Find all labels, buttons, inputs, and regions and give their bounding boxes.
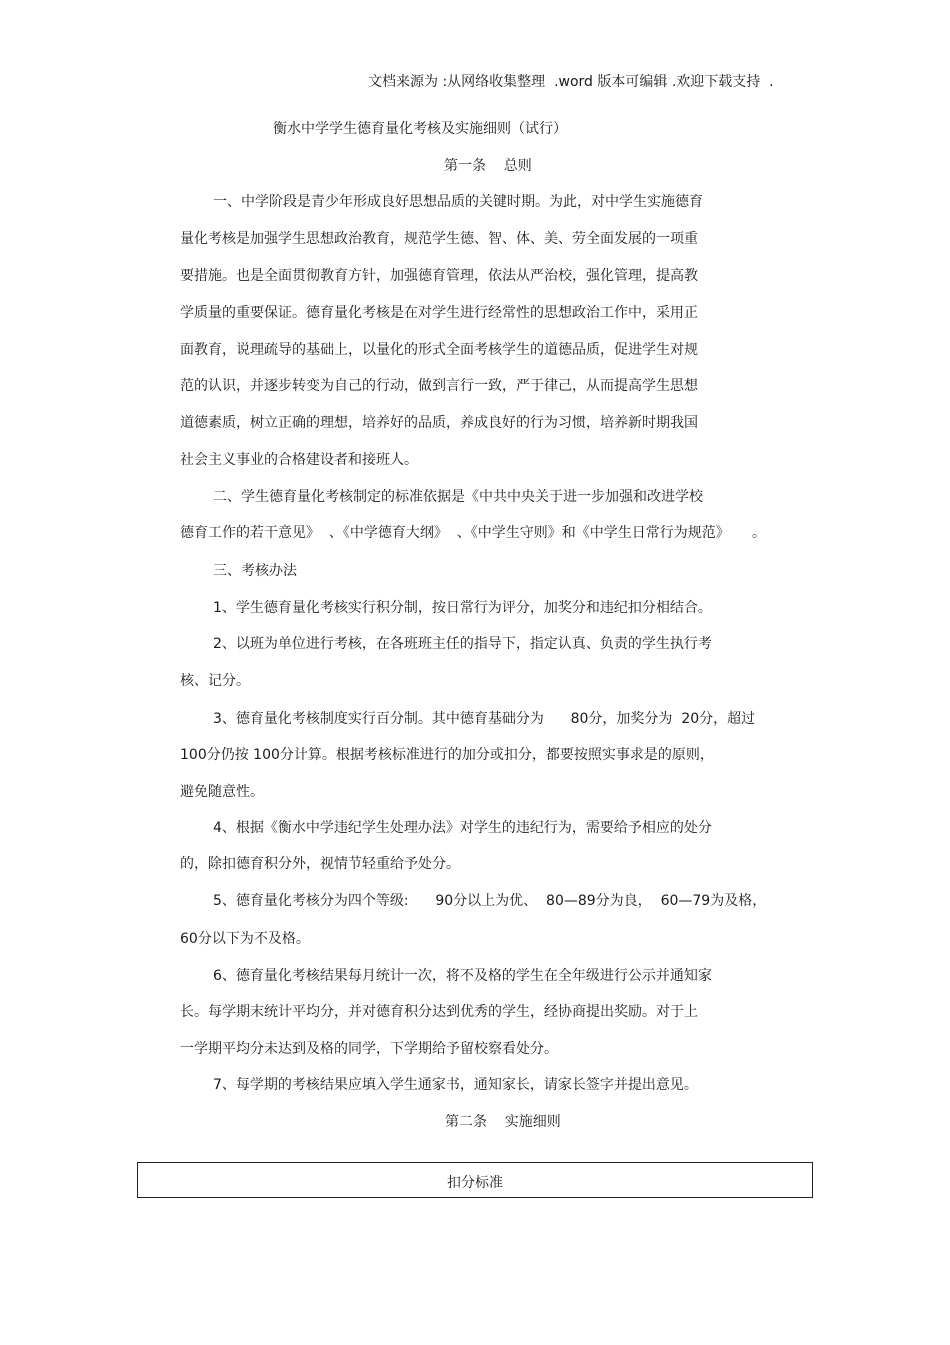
table-header-deduction-standard: 扣分标准 bbox=[447, 1175, 503, 1191]
list-item: 2、以班为单位进行考核，在各班班主任的指导下，指定认真、负责的学生执行考 bbox=[213, 636, 712, 652]
section-heading-general: 第一条 总则 bbox=[444, 158, 532, 174]
list-item-continuation: 避免随意性。 bbox=[180, 784, 264, 800]
paragraph-line: 要措施。也是全面贯彻教育方针，加强德育管理，依法从严治校，强化管理，提高教 bbox=[180, 268, 698, 284]
list-item-continuation: 长。每学期末统计平均分，并对德育积分达到优秀的学生，经协商提出奖励。对于上 bbox=[180, 1004, 698, 1020]
list-item: 1、学生德育量化考核实行积分制，按日常行为评分，加奖分和违纪扣分相结合。 bbox=[213, 600, 712, 616]
list-item: 5、德育量化考核分为四个等级: 90分以上为优、 80—89分为良， 60—79为及格， bbox=[213, 893, 767, 909]
paragraph-line: 量化考核是加强学生思想政治教育，规范学生德、智、体、美、劳全面发展的一项重 bbox=[180, 231, 698, 247]
list-item-continuation: 100分仍按 100分计算。根据考核标准进行的加分或扣分，都要按照实事求是的原则， bbox=[180, 747, 714, 763]
list-item: 3、德育量化考核制度实行百分制。其中德育基础分为 80分，加奖分为 20分，超过 bbox=[213, 711, 756, 727]
paragraph-line: 学质量的重要保证。德育量化考核是在对学生进行经常性的思想政治工作中，采用正 bbox=[180, 305, 698, 321]
list-item-continuation: 一学期平均分未达到及格的同学，下学期给予留校察看处分。 bbox=[180, 1041, 558, 1057]
list-item-continuation: 核、记分。 bbox=[180, 673, 250, 689]
paragraph-line: 社会主义事业的合格建设者和接班人。 bbox=[180, 452, 418, 468]
paragraph-line: 一、中学阶段是青少年形成良好思想品质的关键时期。为此，对中学生实施德育 bbox=[213, 194, 703, 210]
document-source-header: 文档来源为 :从网络收集整理 .word 版本可编辑 .欢迎下载支持 . bbox=[368, 74, 774, 90]
paragraph-line: 道德素质，树立正确的理想，培养好的品质，养成良好的行为习惯，培养新时期我国 bbox=[180, 415, 698, 431]
section-heading-implementation: 第二条 实施细则 bbox=[445, 1114, 561, 1130]
list-item-continuation: 60分以下为不及格。 bbox=[180, 931, 310, 947]
list-item: 6、德育量化考核结果每月统计一次，将不及格的学生在全年级进行公示并通知家 bbox=[213, 968, 712, 984]
list-item: 7、每学期的考核结果应填入学生通家书，通知家长，请家长签字并提出意见。 bbox=[213, 1077, 698, 1093]
paragraph-line: 范的认识，并逐步转变为自己的行动，做到言行一致，严于律己，从而提高学生思想 bbox=[180, 378, 698, 394]
list-item-continuation: 的，除扣德育积分外，视情节轻重给予处分。 bbox=[180, 856, 460, 872]
deduction-table bbox=[137, 1162, 813, 1198]
paragraph-line: 面教育，说理疏导的基础上，以量化的形式全面考核学生的道德品质，促进学生对规 bbox=[180, 342, 698, 358]
paragraph-line: 二、学生德育量化考核制定的标准依据是《中共中央关于进一步加强和改进学校 bbox=[213, 489, 703, 505]
list-item: 4、根据《衡水中学违纪学生处理办法》对学生的违纪行为，需要给予相应的处分 bbox=[213, 820, 712, 836]
paragraph-line: 德育工作的若干意见》 、《中学德育大纲》 、《中学生守则》和《中学生日常行为规范》 。 bbox=[180, 525, 767, 541]
document-title: 衡水中学学生德育量化考核及实施细则（试行） bbox=[273, 121, 567, 137]
subsection-heading: 三、考核办法 bbox=[213, 563, 297, 579]
